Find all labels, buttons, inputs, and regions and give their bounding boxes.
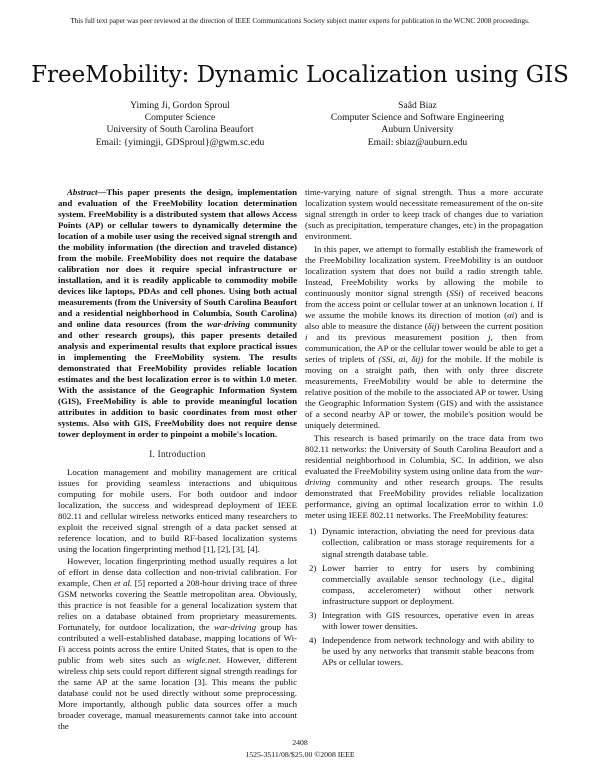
right-paragraph-1: In this paper, we attempt to formally establish the framework of the FreeMobility localization system. FreeMobility is an outdoor localization system that does not build a radio strength table. Instead, FreeMobility works by allowing the mobile to continuously monitor signal strength (SSi) of received beacons from the access point or cellular tower at an unknown location i. If we assume the mobile knows its direction of motion (αi) and is also able to measure the distance (δij) between the current position i and its previous measurement position j, then from communication, the AP or the cellular tower would be able to get a series of triplets of (SSi, αi, δij) for the mobile. If the mobile is moving on a straight path, then with only three discrete measurements, FreeMobility would be able to determine the relative position of the mobile to the associated AP or tower. Using the Geographic Information System (GIS) and with the assistance of a second nearby AP or tower, the mobile's position would be uniquely determined. [305,244,544,431]
header-note: This full text paper was peer reviewed at the direction of IEEE Communications Society subject matter experts for publication in the WCNC 2008 proceedings. [70,17,530,25]
author-dept: Computer Science and Software Engineering [330,112,505,124]
author-dept: Computer Science [144,112,216,124]
section-heading-introduction: I. Introduction [149,449,206,460]
author-org: Auburn University [381,124,454,136]
intro-paragraph-2: However, location fingerprinting method usually requires a lot of effort in dense data collection and non-trivial calibration. For example, Chen et al. [5] reported a 208-hour driving trace of three GSM networks covering the Seattle metropolitan area. Obviously, this practice is not feasible for a general localization system that relies on a database obtained from proprietary measurements. Fortunately, for outdoor localization, the war-driving group has contributed a well-established database, mapping locations of Wi-Fi access points across the entire United States, that is open to the public from web sites such as wigle.net. However, different wireless chip sets could report different signal strength readings for the same AP at the same location [3]. This means the public database could not be used directly without some preprocessing. More importantly, although public data sources offer a much broader coverage, manual measurements cannot take into account the [58,555,298,731]
list-item: 4) Independence from network technology and with ability to be used by any networks that transmit stable beacons from APs or cellular towers. [309,634,534,667]
abstract-text: —This paper presents the design, implementation and evaluation of the FreeMobility location determination system. FreeMobility is a distributed system that allows Access Points (AP) or cellular towers to dynamically determine the location of a mobile user using the received signal strength and the mobility information (the direction and traveled distance) from the mobile. FreeMobility does not require the database calibration nor does it require special infrastructure or installation, and it is readily applicable to commodity mobile devices like laptops, PDAs and cell phones. Using both actual measurements (from the University of South Carolina Beaufort and a residential neighborhood in Columbia, South Carolina) and online data resources (from the [58,187,297,330]
list-item: 3) Integration with GIS resources, operative even in areas with lower tower densities. [309,609,534,631]
author-email: Email: sbiaz@auburn.edu [367,136,468,148]
author-block-1 [70,100,290,149]
right-paragraph-2: This research is based primarily on the trace data from two 802.11 networks: the University of South Carolina Beaufort and a residential neighborhood in Columbia, SC. In addition, we also evaluated the FreeMobility system using online data from the war-driving community and other research groups. The results demonstrated that FreeMobility provides reliable localization performance, giving an optimal localization error to within 1.0 meter using IEEE 802.11 networks. The FreeMobility features: [305,433,543,521]
list-item: 1) Dynamic interaction, obviating the need for previous data collection, calibration or mass storage requirements for a signal strength database table. [309,526,534,559]
abstract-label: Abstract [67,187,98,197]
author-names: Yiming Ji, Gordon Sproul [130,100,230,111]
left-column [58,187,297,732]
author-org: University of South Carolina Beaufort [106,124,254,136]
right-paragraph-0: time-varying nature of signal strength. Thus a more accurate localization system would necessitate remeasurement of the on-site signal strength in order to keep track of changes due to variation (such as precipitation, temperature changes, etc) in the propagation environment. [305,187,543,242]
abstract-italic: war-driving [207,319,250,330]
author-block-2 [300,100,535,149]
page-number: 2408 [292,738,308,747]
intro-paragraph-1: Location management and mobility management are critical issues for providing seamless interactions and ubiquitous computing for mobile users. For both outdoor and indoor localization, the success and widespread deployment of IEEE 802.11 and cellular wireless networks enticed many researchers to exploit the received signal strength of a data packet sensed at reference location, and to build RF-based localization systems using the location fingerprinting method [1], [2], [3], [4]. [58,467,297,555]
copyright-line: 1525-3511/08/$25.00 ©2008 IEEE [245,750,355,759]
author-names: Saâd Biaz [398,100,437,111]
list-item: 2) Lower barrier to entry for users by combining commercially available sensor technology (i.e., digital compass, accelerometer) without other network infrastructure support or deployment. [309,562,534,606]
author-email: Email: {yimingji, GDSproul}@gwm.sc.edu [95,136,265,148]
feature-list [305,526,543,667]
abstract-text-end: community and other research groups), this paper presents detailed analysis and experimental results that explore practical issues in implementing the FreeMobility system. The results demonstrated that FreeMobility provides reliable location estimates and the best localization error is to within 1.0 meter. With the assistance of the Geographic Information System (GIS), FreeMobility is able to provide meaningful location attributes in addition to basic coordinates from most other systems. Also with GIS, FreeMobility does not require dense tower deployment in order to pinpoint a mobile's location. [58,319,298,440]
right-column [305,187,543,671]
abstract [58,187,297,440]
paper-title: FreeMobility: Dynamic Localization using GIS [31,62,569,88]
